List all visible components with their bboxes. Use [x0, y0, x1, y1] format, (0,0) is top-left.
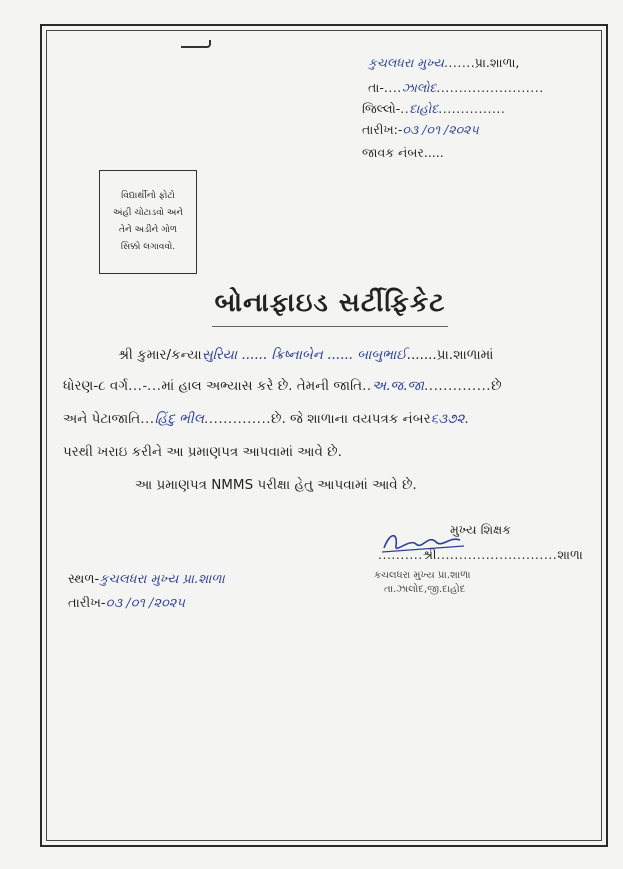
district-handwritten: દાહોદ [409, 101, 439, 116]
photo-instruction-1: વિદ્યાર્થીનો ફોટો [121, 191, 175, 201]
subcaste-handwritten: હિંદુ ભીલ [154, 411, 204, 427]
taluka-line: તા-....ઝાલોદ........................ [368, 80, 544, 95]
place-line [68, 572, 225, 587]
page-border-inner [46, 30, 602, 841]
school-name-line: કુચલધરા મુખ્ય.......પ્રા.શાળા, [368, 55, 520, 70]
certificate-title: બોનાફાઇડ સર્ટીફિકેટ [214, 288, 446, 318]
school-suffix: .પ્રા.શાળા, [470, 55, 520, 70]
outward-label: જાવક નંબર..... [362, 145, 444, 160]
register-label: છે. જે શાળાના વયપત્રક નંબર [271, 411, 431, 427]
school-label: .......પ્રા.શાળામાં [406, 347, 494, 363]
signature-line: ..........શ્રી...........................શાળા [378, 547, 583, 562]
school-name-handwritten: કુચલધરા મુખ્ય [368, 55, 444, 70]
body-line-1 [118, 347, 493, 363]
body-line-4: પરથી ખરાઇ કરીને આ પ્રમાણપત્ર આપવામાં આવે છે. [63, 444, 342, 460]
head-teacher-label: મુખ્ય શિક્ષક [450, 522, 511, 537]
footer-date-line [68, 596, 185, 611]
photo-instruction-4: સિક્કો લગાવવો. [120, 242, 176, 252]
date-label: તારીખ:- [362, 122, 403, 137]
date-line [362, 122, 479, 138]
photo-instruction-2: અંહી ચોટાડવો અને [112, 208, 184, 218]
district-line: જિલ્લો-..દાહોદ............... [362, 101, 506, 116]
shree-label: શ્રી [422, 547, 437, 562]
subcaste-label: અને પેટાજાતિ [63, 411, 141, 427]
school-stamp-line1: કચલધરા મુખ્ય પ્રા.શાળા [374, 570, 471, 581]
outward-number-line [362, 145, 444, 161]
taluka-label: તા- [368, 80, 384, 95]
class-handwritten: - [142, 378, 148, 394]
body-line-2: ધોરણ-૮ વર્ગ...-...માં હાલ અભ્યાસ કરે છે. તેમની જાતિ..અ.જ.જા..............છે [63, 378, 502, 394]
register-number-handwritten: ૬૩૭૨ [430, 411, 465, 427]
pin-mark [181, 40, 211, 48]
body-line-5: આ પ્રમાણપત્ર NMMS પરીક્ષા હેતુ આપવામાં આવે છે. [135, 477, 417, 493]
school-sign-label: શાળા [557, 547, 583, 562]
photo-instruction-3: તેને અડીને ગોળ [119, 225, 177, 235]
footer-date-label: તારીખ- [68, 596, 106, 611]
footer-date-handwritten: ૦૩ /૦૧ /૨૦૨૫ [105, 596, 185, 611]
place-handwritten: કુચલધરા મુખ્ય પ્રા.શાળા [99, 572, 225, 587]
line2-end: છે [491, 378, 502, 394]
place-label: સ્થળ- [68, 572, 100, 587]
caste-handwritten: અ.જ.જા [371, 378, 424, 394]
caste-label: માં હાલ અભ્યાસ કરે છે. તેમની જાતિ [161, 378, 363, 394]
student-label: શ્રી કુમાર/કન્યા [118, 347, 202, 363]
photo-placeholder-box [99, 170, 197, 274]
district-label: જિલ્લો- [362, 101, 401, 116]
student-name-handwritten: સુરિયા ...... ક્રિષ્નાબેન ...... બાબુભાઈ [201, 347, 407, 363]
body-line-3: અને પેટાજાતિ...હિંદુ ભીલ..............છે. જે શાળાના વયપત્રક નંબર૬૩૭૨. [63, 411, 470, 427]
taluka-handwritten: ઝાલોદ [401, 80, 437, 95]
standard-label: ધોરણ-૮ વર્ગ [63, 378, 129, 394]
title-underline [212, 326, 448, 327]
page-border [40, 24, 608, 847]
date-handwritten: ૦૩ /૦૧ /૨૦૨૫ [402, 122, 479, 137]
school-stamp-line2: તા.ઝાલોદ,જી.દાહોદ [384, 584, 466, 595]
